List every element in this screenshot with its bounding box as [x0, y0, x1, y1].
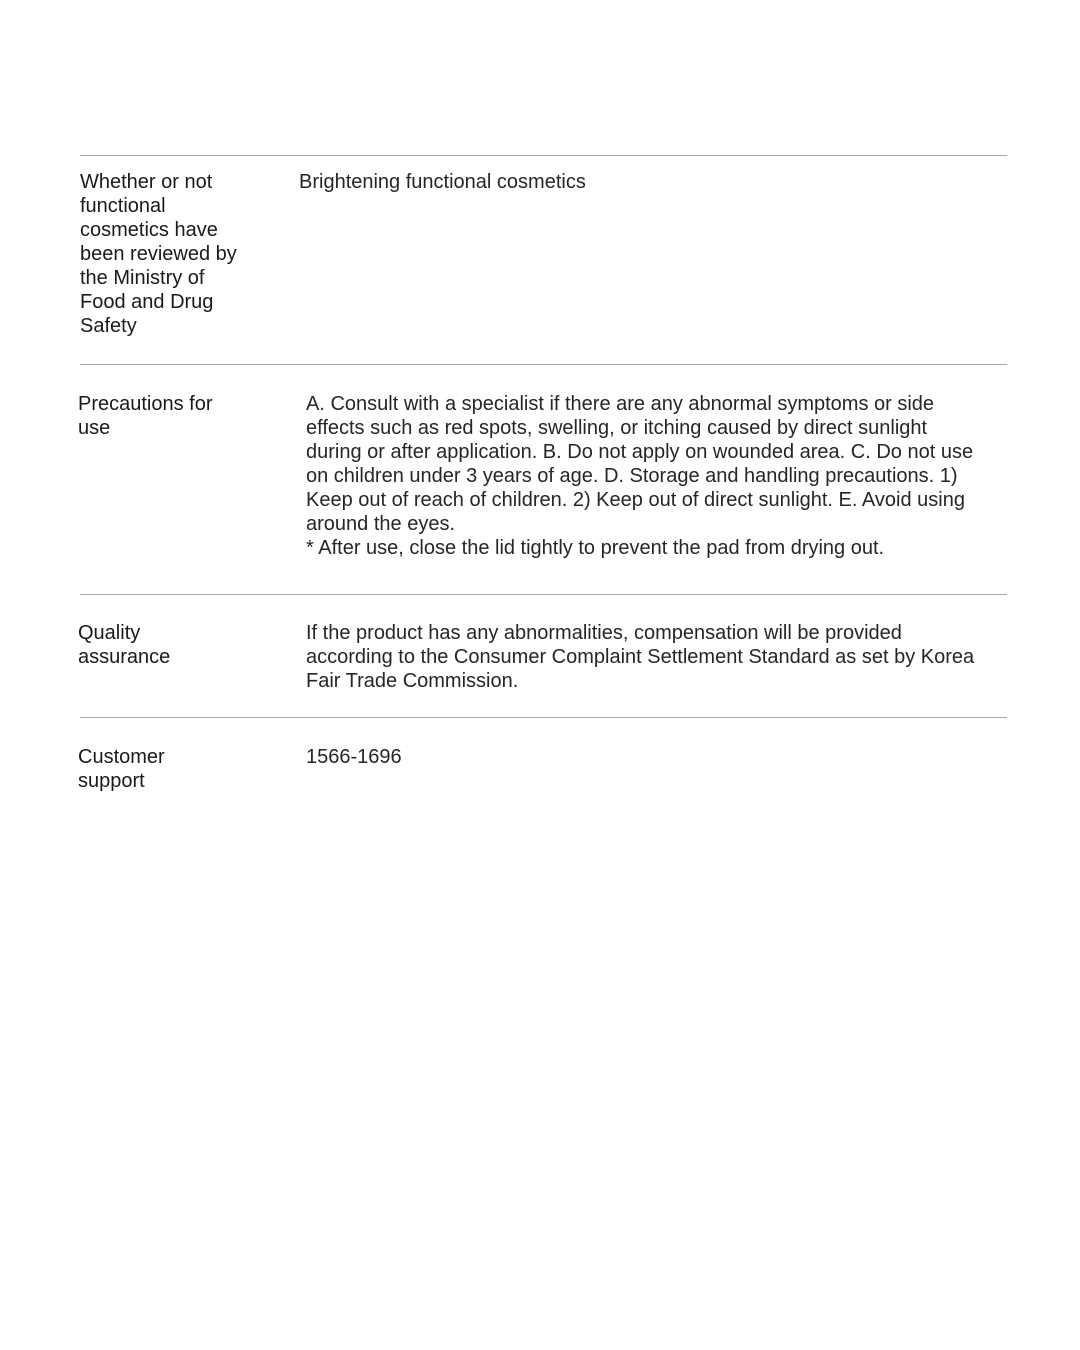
customer-support-phone: 1566-1696: [306, 746, 402, 768]
row-divider: [80, 717, 1007, 718]
value-line: effects such as red spots, swelling, or itching caused by direct sunlight: [306, 417, 928, 439]
row-divider: [80, 364, 1007, 365]
value-line: Keep out of reach of children. 2) Keep out of direct sunlight. E. Avoid using: [306, 489, 965, 511]
label-line: the Ministry of: [80, 267, 205, 289]
label-line: Food and Drug: [80, 291, 214, 313]
value-line: * After use, close the lid tightly to prevent the pad from drying out.: [306, 537, 885, 559]
label-line: functional: [80, 195, 166, 217]
value-line: Brightening functional cosmetics: [299, 171, 586, 193]
label-line: support: [78, 770, 145, 792]
value-line: according to the Consumer Complaint Settlement Standard as set by Korea: [306, 646, 975, 668]
row-label-customer-support: [78, 745, 288, 793]
row-label-functional-review: [80, 170, 280, 338]
label-line: Safety: [80, 315, 137, 337]
row-divider: [80, 594, 1007, 595]
label-line: use: [78, 417, 111, 439]
row-value-customer-support: [306, 745, 1006, 769]
value-line: Fair Trade Commission.: [306, 670, 519, 692]
value-line: on children under 3 years of age. D. Storage and handling precautions. 1): [306, 465, 958, 487]
label-line: Precautions for: [78, 393, 213, 415]
row-value-functional-review: [299, 170, 999, 194]
label-line: cosmetics have: [80, 219, 218, 241]
row-label-precautions: [78, 392, 288, 440]
row-label-quality-assurance: [78, 621, 288, 669]
row-value-precautions: [306, 392, 1006, 560]
row-value-quality-assurance: [306, 621, 1006, 693]
label-line: Quality: [78, 622, 141, 644]
value-line: A. Consult with a specialist if there are any abnormal symptoms or side: [306, 393, 935, 415]
label-line: been reviewed by: [80, 243, 237, 265]
label-line: assurance: [78, 646, 171, 668]
value-line: around the eyes.: [306, 513, 455, 535]
label-line: Customer: [78, 746, 165, 768]
row-divider: [80, 155, 1007, 156]
label-line: Whether or not: [80, 171, 213, 193]
value-line: during or after application. B. Do not apply on wounded area. C. Do not use: [306, 441, 974, 463]
value-line: If the product has any abnormalities, compensation will be provided: [306, 622, 902, 644]
